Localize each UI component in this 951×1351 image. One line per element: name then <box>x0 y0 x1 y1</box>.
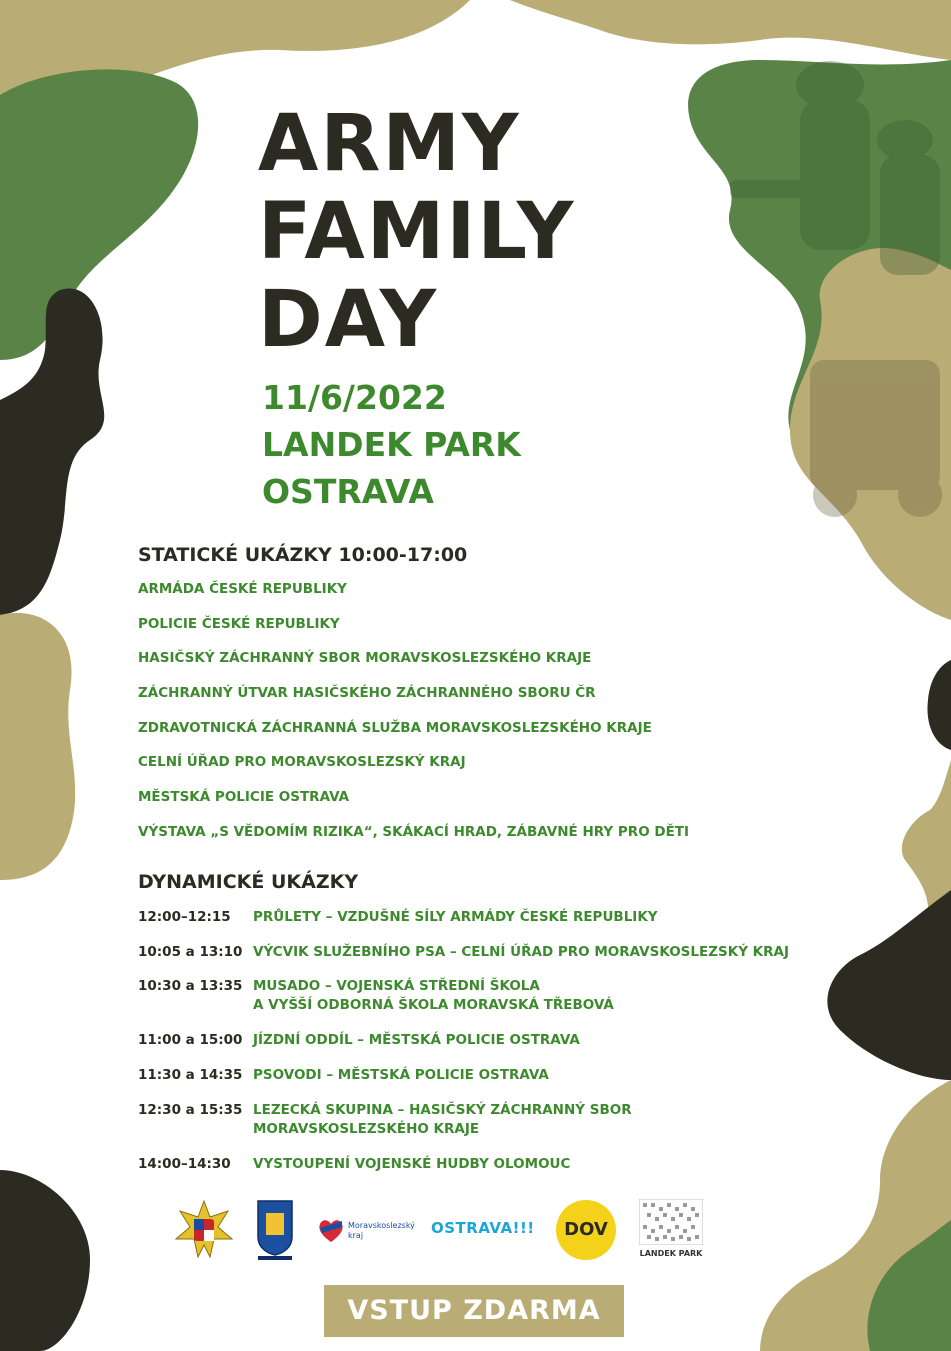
dynamic-row <box>138 943 789 962</box>
static-item: MĚSTSKÁ POLICIE OSTRAVA <box>138 789 350 806</box>
dynamic-time: 14:00–14:30 <box>138 1156 231 1172</box>
dynamic-time: 10:30 a 13:35 <box>138 978 243 994</box>
static-section <box>138 541 689 850</box>
event-place-line-2: OSTRAVA <box>262 472 434 511</box>
dynamic-time: 11:30 a 14:35 <box>138 1067 243 1083</box>
dynamic-row <box>138 1031 580 1050</box>
dynamic-row <box>138 1155 570 1174</box>
dynamic-time: 12:30 a 15:35 <box>138 1102 243 1118</box>
dynamic-activity: VÝCVIK SLUŽEBNÍHO PSA – CELNÍ ÚŘAD PRO MORAVSKOSLEZSKÝ KRAJ <box>253 944 789 960</box>
dynamic-time: 11:00 a 15:00 <box>138 1032 243 1048</box>
event-date-place <box>262 374 521 515</box>
dynamic-activity: VYSTOUPENÍ VOJENSKÉ HUDBY OLOMOUC <box>253 1156 571 1172</box>
landek-park-logo <box>638 1199 704 1263</box>
kraj-heart-icon <box>316 1215 346 1245</box>
static-item: ZDRAVOTNICKÁ ZÁCHRANNÁ SLUŽBA MORAVSKOSLEZSKÉHO KRAJE <box>138 719 652 736</box>
static-item: ARMÁDA ČESKÉ REPUBLIKY <box>138 581 347 597</box>
static-item: ZÁCHRANNÝ ÚTVAR HASIČSKÉHO ZÁCHRANNÉHO SBORU ČR <box>138 685 596 702</box>
static-heading: STATICKÉ UKÁZKY 10:00-17:00 <box>138 544 468 566</box>
dynamic-activity: LEZECKÁ SKUPINA – HASIČSKÝ ZÁCHRANNÝ SBOR <box>253 1102 632 1118</box>
dynamic-time: 10:05 a 13:10 <box>138 944 243 960</box>
dynamic-section <box>138 868 358 896</box>
dynamic-row <box>138 908 658 927</box>
moravskoslezsky-kraj-logo <box>316 1215 416 1251</box>
kraj-name-line-1: Moravskoslezský <box>348 1221 415 1230</box>
static-item: CELNÍ ÚŘAD PRO MORAVSKOSLEZSKÝ KRAJ <box>138 754 466 771</box>
title-line-3: DAY <box>258 275 439 365</box>
title-line-2: FAMILY <box>258 187 576 277</box>
kraj-name-line-2: kraj <box>348 1231 364 1240</box>
dynamic-activity: PSOVODI – MĚSTSKÁ POLICIE OSTRAVA <box>253 1067 549 1083</box>
title-line-1: ARMY <box>258 99 521 189</box>
dynamic-row <box>138 977 614 1015</box>
static-item: POLICIE ČESKÉ REPUBLIKY <box>138 615 340 632</box>
ostrava-logo: OSTRAVA!!! <box>431 1219 535 1237</box>
dynamic-activity: MUSADO – VOJENSKÁ STŘEDNÍ ŠKOLA <box>253 978 540 994</box>
dynamic-row <box>138 1066 549 1085</box>
partner-logos <box>170 1195 710 1265</box>
dynamic-activity: JÍZDNÍ ODDÍL – MĚSTSKÁ POLICIE OSTRAVA <box>253 1032 580 1048</box>
event-date: 11/6/2022 <box>262 378 447 417</box>
landek-pattern-icon <box>639 1199 703 1245</box>
event-place-line-1: LANDEK PARK <box>262 425 521 464</box>
static-item: HASIČSKÝ ZÁCHRANNÝ SBOR MORAVSKOSLEZSKÉHO KRAJE <box>138 650 592 667</box>
ostrava-coat-of-arms-logo <box>256 1199 294 1261</box>
static-list <box>138 572 689 850</box>
dov-logo: DOV <box>556 1200 616 1260</box>
event-title <box>258 100 575 364</box>
dynamic-row <box>138 1101 632 1139</box>
landek-label: LANDEK PARK <box>639 1249 703 1258</box>
dynamic-time: 12:00–12:15 <box>138 909 231 925</box>
dynamic-heading: DYNAMICKÉ UKÁZKY <box>138 871 359 893</box>
dynamic-activity-cont: A VYŠŠÍ ODBORNÁ ŠKOLA MORAVSKÁ TŘEBOVÁ <box>253 997 614 1013</box>
dynamic-activity: PRŮLETY – VZDUŠNÉ SÍLY ARMÁDY ČESKÉ REPUBLIKY <box>253 909 658 925</box>
army-emblem-logo <box>174 1199 234 1259</box>
static-item: VÝSTAVA „S VĚDOMÍM RIZIKA“, SKÁKACÍ HRAD, ZÁBAVNÉ HRY PRO DĚTI <box>138 823 690 840</box>
free-entry-badge: VSTUP ZDARMA <box>324 1285 624 1337</box>
dynamic-activity-cont: MORAVSKOSLEZSKÉHO KRAJE <box>253 1121 480 1137</box>
